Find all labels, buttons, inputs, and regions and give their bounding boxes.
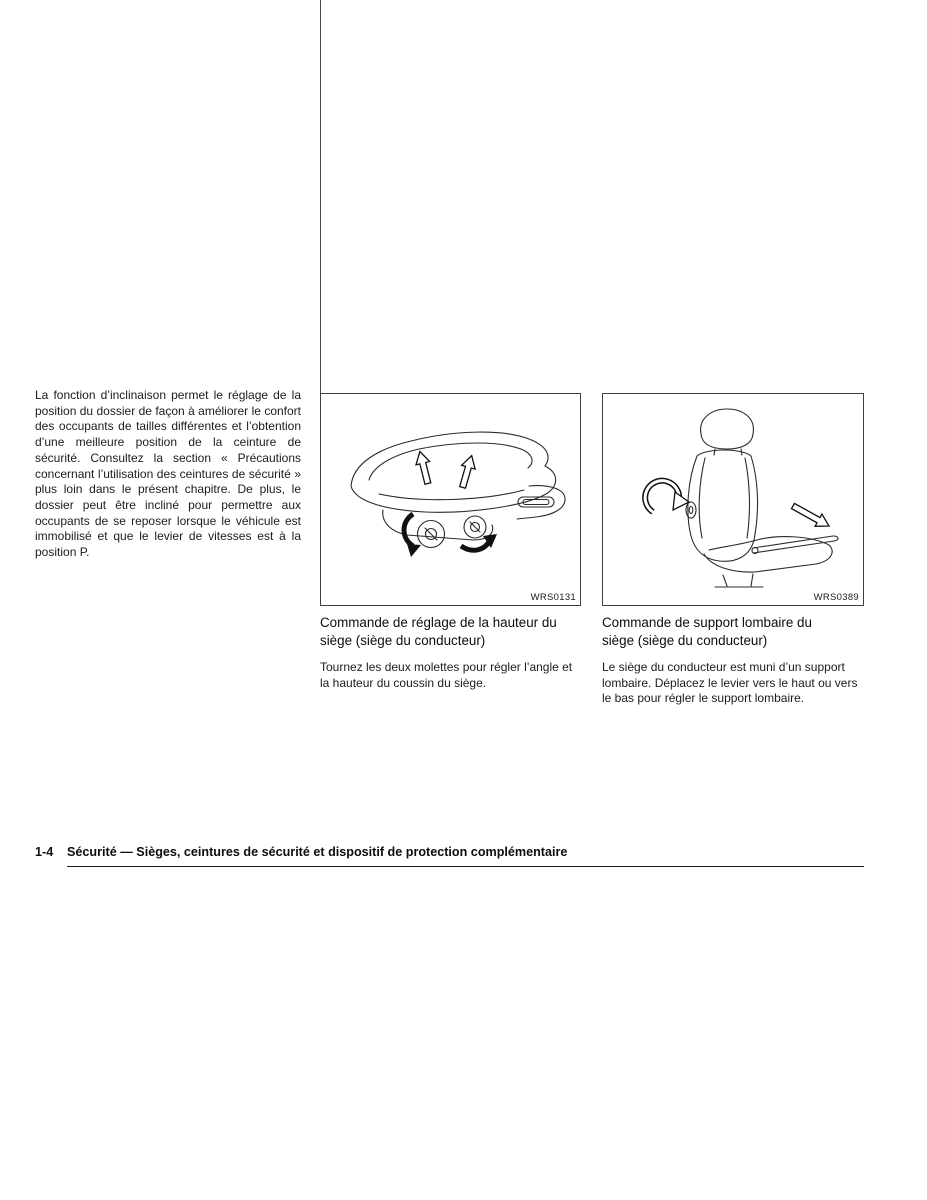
figure-seat-height-control: [320, 393, 581, 691]
column-divider: [320, 0, 321, 394]
tilt-up-arrow-icon: [413, 450, 435, 485]
seat-side-drawing: [686, 409, 838, 587]
footer-title: Sécurité — Sièges, ceintures de sécurité et dispositif de protection complémentaire: [67, 845, 568, 859]
page-number: 1-4: [35, 845, 54, 859]
page-footer: [35, 845, 567, 859]
tilt-down-arrow-icon: [456, 454, 479, 490]
figure-body-text: Le siège du conducteur est muni d’un support lombaire. Déplacez le levier vers le haut ou vers le bas pour régler le support lombaire.: [602, 660, 858, 705]
figure-caption: Commande de support lombaire du siège (siège du conducteur): [602, 615, 812, 648]
seat-cushion-drawing: [351, 432, 565, 547]
figure-code: WRS0389: [811, 592, 859, 603]
figure-lumbar-support-control: [602, 393, 864, 707]
seat-height-control-illustration: [321, 394, 580, 605]
recline-function-paragraph: La fonction d’inclinaison permet le réglage de la position du dossier de façon à améliorer le confort des occupants de tailles différentes et l’obtention d’une meilleure position de la ceinture de sécurité. Consultez la section « Précautions concernant l’utilisation des ceintures de sécurité » plus loin dans le présent chapitre. De plus, le dossier peut être incliné pour permettre aux occupants de se reposer lorsque le véhicule est immobilisé et que le levier de vitesses est à la position P.: [35, 388, 301, 560]
figure-body-text: Tournez les deux molettes pour régler l’angle et la hauteur du coussin du siège.: [320, 660, 573, 690]
figure-frame: [320, 393, 581, 606]
figure-caption: Commande de réglage de la hauteur du siège (siège du conducteur): [320, 615, 557, 648]
lumbar-support-illustration: [603, 394, 863, 605]
lever-direction-arrow-icon: [792, 503, 830, 526]
figure-frame: [602, 393, 864, 606]
figure-code: WRS0131: [528, 592, 576, 603]
rotate-dial-arrow-icon-2: [461, 534, 497, 550]
rotate-lumbar-arrow-icon: [645, 481, 689, 512]
footer-rule: [67, 866, 864, 867]
